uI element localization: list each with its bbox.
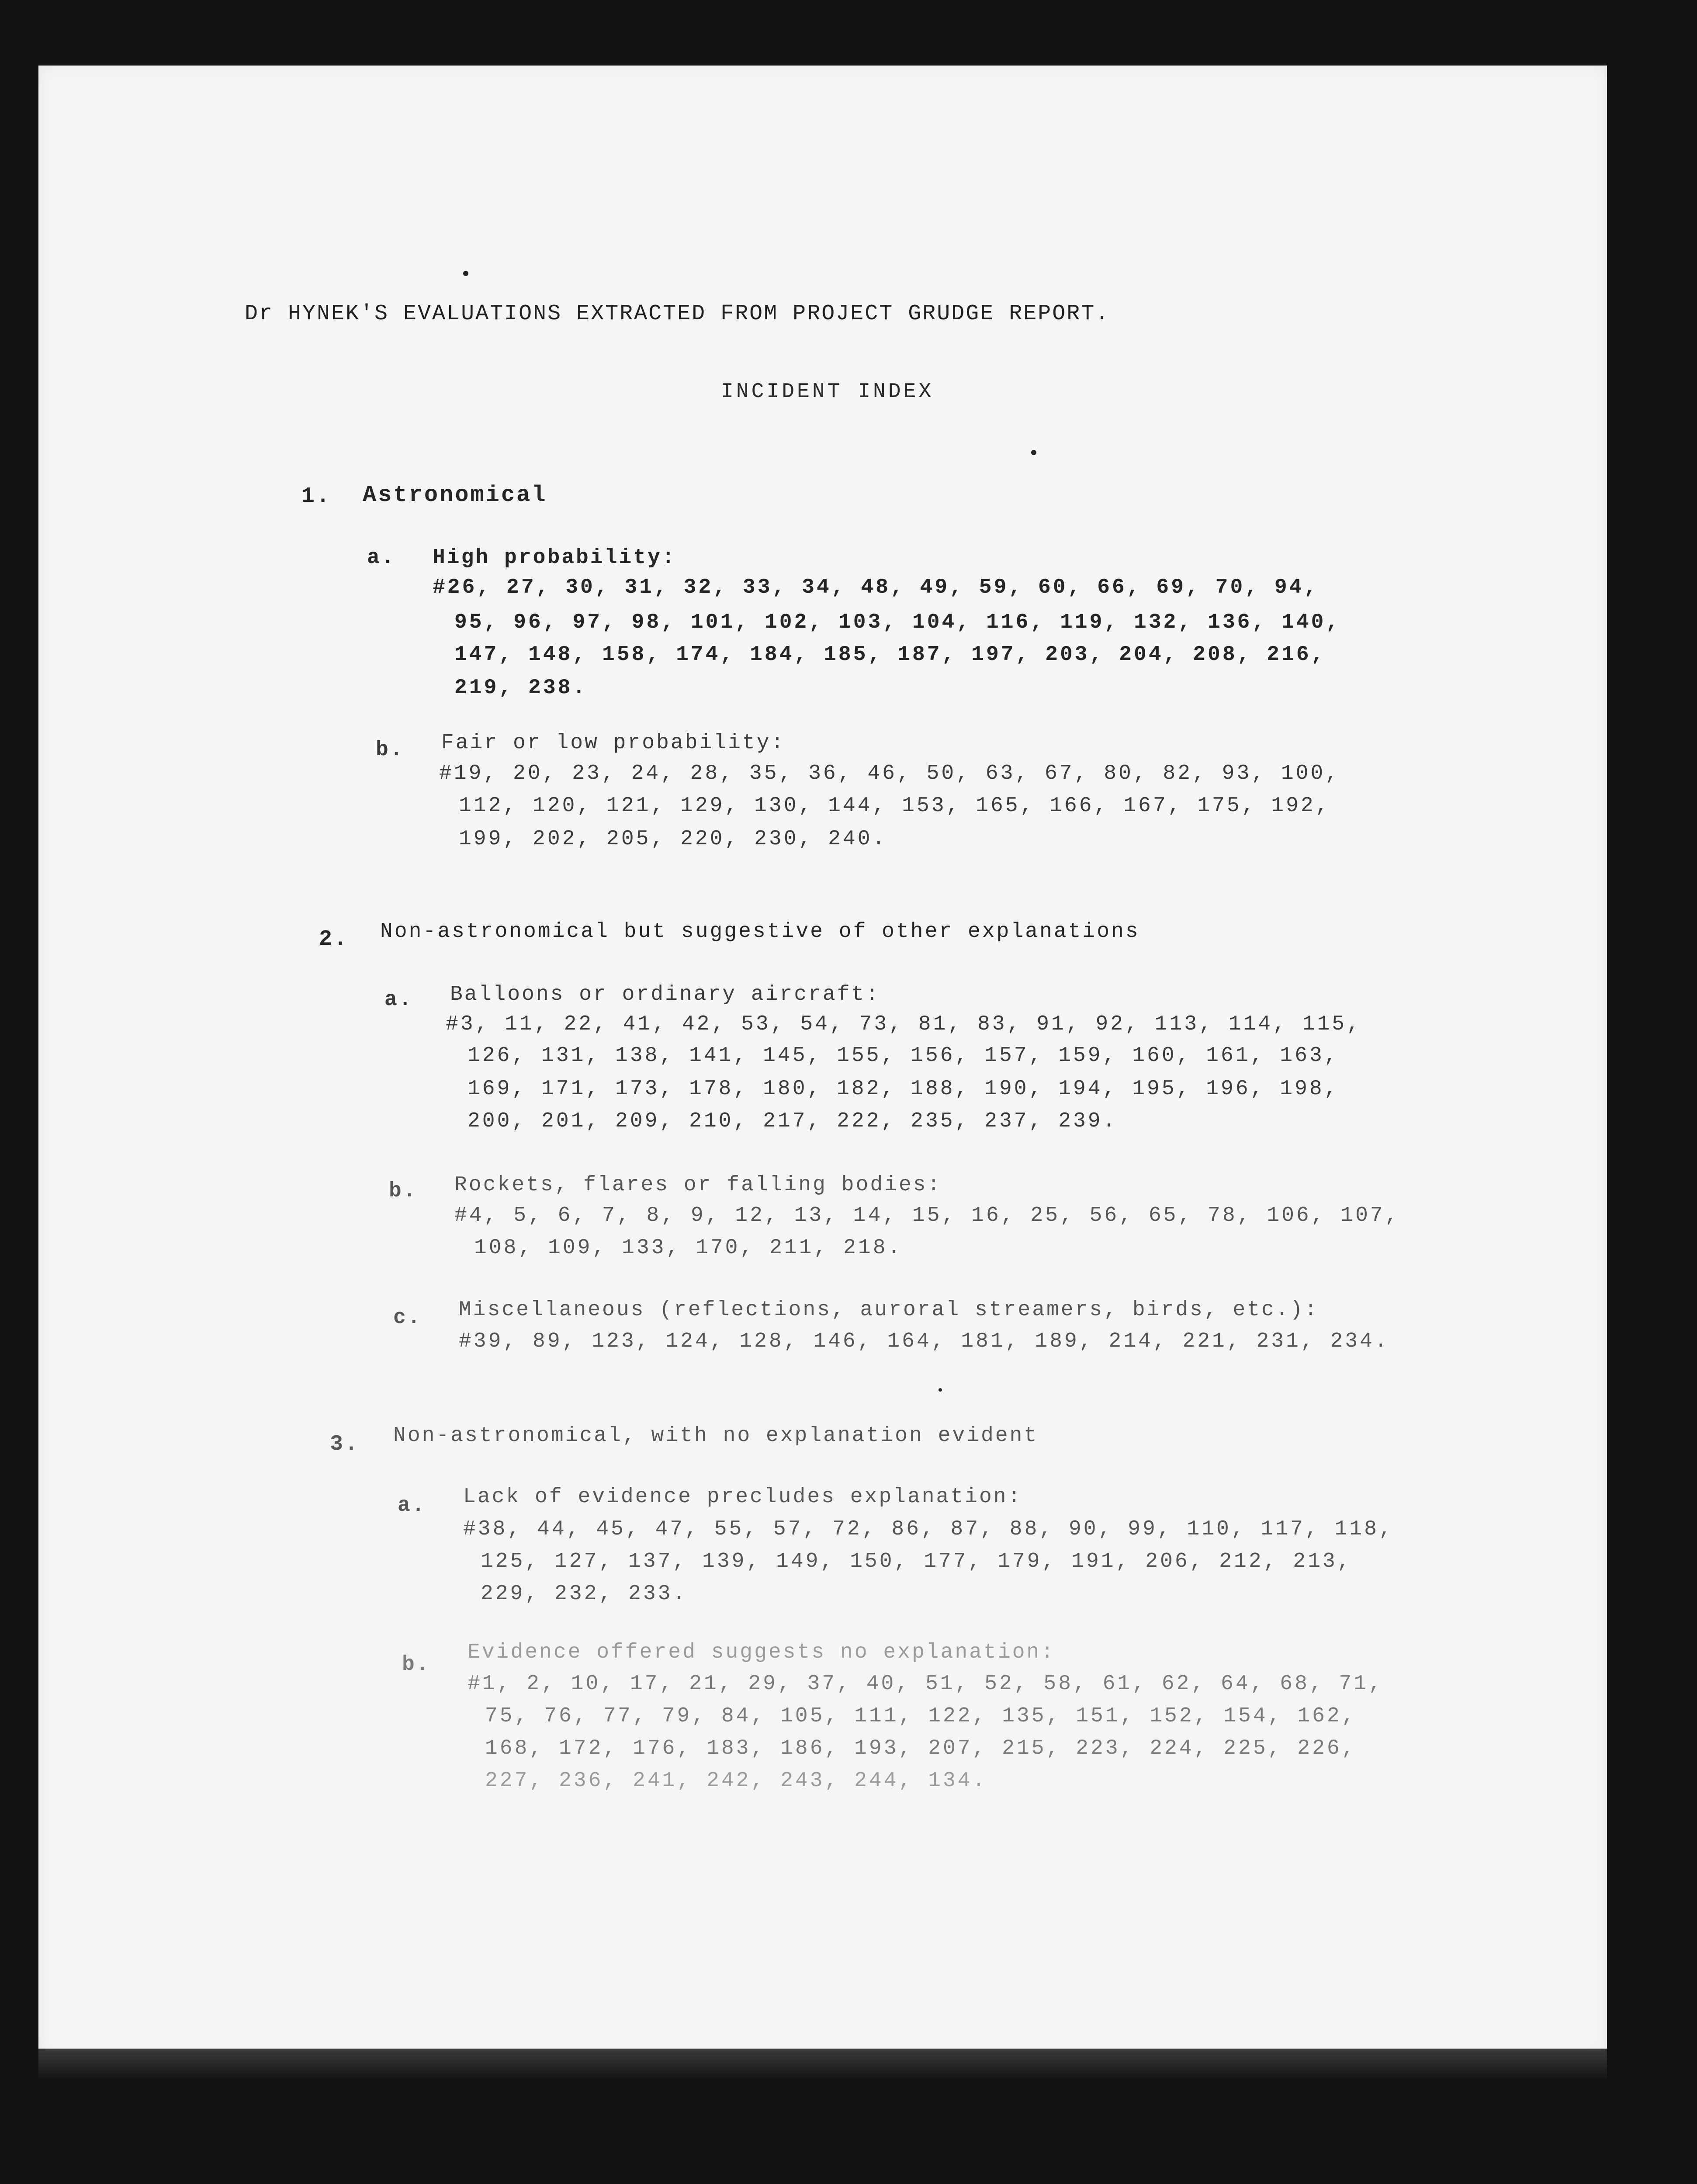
incident-list-line: 168, 172, 176, 183, 186, 193, 207, 215, 223, 224, 225, 226, bbox=[485, 1737, 1357, 1760]
section-1-title: Astronomical bbox=[363, 482, 547, 508]
section-3a-letter: a. bbox=[398, 1494, 426, 1517]
document-subtitle: INCIDENT INDEX bbox=[721, 380, 934, 404]
incident-list-line: 125, 127, 137, 139, 149, 150, 177, 179, 191, 206, 212, 213, bbox=[481, 1550, 1352, 1573]
ink-speck bbox=[1031, 450, 1036, 455]
incident-list-line: 227, 236, 241, 242, 243, 244, 134. bbox=[485, 1769, 987, 1793]
incident-list-line: 219, 238. bbox=[454, 676, 588, 700]
incident-list-line: #39, 89, 123, 124, 128, 146, 164, 181, 189, 214, 221, 231, 234. bbox=[459, 1330, 1389, 1353]
ink-speck bbox=[939, 1388, 942, 1392]
section-3-title: Non-astronomical, with no explanation evident bbox=[393, 1424, 1039, 1448]
incident-list-line: #26, 27, 30, 31, 32, 33, 34, 48, 49, 59, 60, 66, 69, 70, 94, bbox=[433, 576, 1319, 599]
incident-list-line: 95, 96, 97, 98, 101, 102, 103, 104, 116, 119, 132, 136, 140, bbox=[454, 611, 1341, 634]
incident-list-line: 126, 131, 138, 141, 145, 155, 156, 157, 159, 160, 161, 163, bbox=[468, 1044, 1339, 1068]
section-3b-title: Evidence offered suggests no explanation: bbox=[468, 1641, 1055, 1664]
ink-speck bbox=[463, 271, 468, 276]
section-2a-letter: a. bbox=[384, 988, 413, 1012]
section-1b-letter: b. bbox=[376, 738, 405, 762]
incident-list-line: 108, 109, 133, 170, 211, 218. bbox=[474, 1236, 903, 1260]
section-1a-letter: a. bbox=[367, 546, 396, 570]
incident-list-line: #4, 5, 6, 7, 8, 9, 12, 13, 14, 15, 16, 25, 56, 65, 78, 106, 107, bbox=[454, 1204, 1400, 1227]
section-2-number: 2. bbox=[319, 927, 349, 952]
section-2b-title: Rockets, flares or falling bodies: bbox=[454, 1173, 942, 1197]
section-3-number: 3. bbox=[330, 1432, 360, 1457]
incident-list-line: #19, 20, 23, 24, 28, 35, 36, 46, 50, 63, 67, 80, 82, 93, 100, bbox=[439, 762, 1340, 785]
scan-border bbox=[38, 2049, 1607, 2079]
document-title: Dr HYNEK'S EVALUATIONS EXTRACTED FROM PROJECT GRUDGE REPORT. bbox=[245, 301, 1110, 326]
incident-list-line: 75, 76, 77, 79, 84, 105, 111, 122, 135, 151, 152, 154, 162, bbox=[485, 1704, 1357, 1728]
incident-list-line: 200, 201, 209, 210, 217, 222, 235, 237, 239. bbox=[468, 1109, 1118, 1133]
section-1a-title: High probability: bbox=[433, 546, 676, 570]
incident-list-line: 229, 232, 233. bbox=[481, 1582, 688, 1606]
section-2b-letter: b. bbox=[389, 1179, 418, 1203]
incident-list-line: 199, 202, 205, 220, 230, 240. bbox=[459, 827, 887, 851]
section-1-number: 1. bbox=[301, 484, 332, 509]
section-2c-title: Miscellaneous (reflections, auroral streamers, birds, etc.): bbox=[459, 1298, 1319, 1322]
section-2-title: Non-astronomical but suggestive of other explanations bbox=[380, 920, 1140, 943]
section-2c-letter: c. bbox=[393, 1306, 422, 1330]
incident-list-line: #1, 2, 10, 17, 21, 29, 37, 40, 51, 52, 58, 61, 62, 64, 68, 71, bbox=[468, 1672, 1383, 1696]
incident-list-line: 112, 120, 121, 129, 130, 144, 153, 165, 166, 167, 175, 192, bbox=[459, 794, 1330, 818]
section-2a-title: Balloons or ordinary aircraft: bbox=[450, 983, 880, 1006]
incident-list-line: #38, 44, 45, 47, 55, 57, 72, 86, 87, 88, 90, 99, 110, 117, 118, bbox=[463, 1517, 1394, 1541]
section-1b-title: Fair or low probability: bbox=[441, 731, 786, 755]
section-3a-title: Lack of evidence precludes explanation: bbox=[463, 1485, 1022, 1509]
incident-list-line: #3, 11, 22, 41, 42, 53, 54, 73, 81, 83, 91, 92, 113, 114, 115, bbox=[446, 1013, 1361, 1036]
incident-list-line: 169, 171, 173, 178, 180, 182, 188, 190, 194, 195, 196, 198, bbox=[468, 1077, 1339, 1101]
incident-list-line: 147, 148, 158, 174, 184, 185, 187, 197, 203, 204, 208, 216, bbox=[454, 643, 1326, 667]
section-3b-letter: b. bbox=[402, 1653, 431, 1676]
